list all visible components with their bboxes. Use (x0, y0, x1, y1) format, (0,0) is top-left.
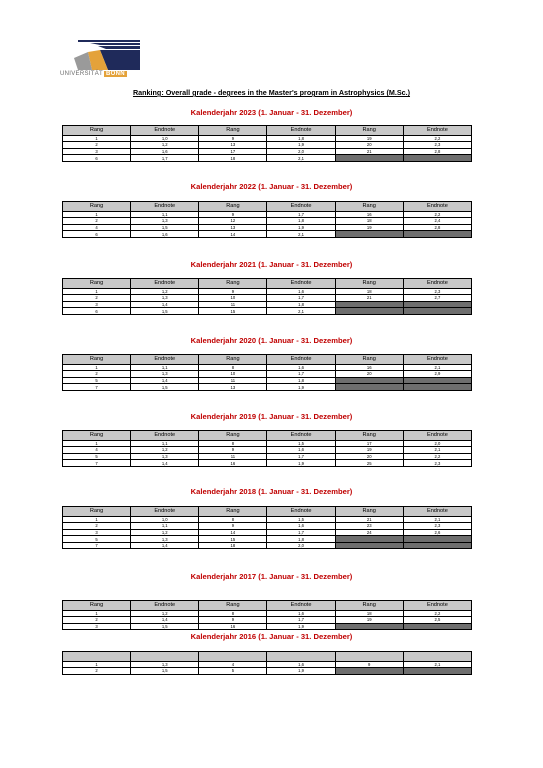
header-endnote: Endnote (267, 431, 335, 441)
endnote-cell: 1,6 (267, 364, 335, 371)
rang-cell: 8 (199, 610, 267, 617)
rang-cell: 21 (335, 516, 403, 523)
header-endnote: Endnote (131, 202, 199, 212)
header-rang: Rang (199, 355, 267, 365)
grades-table (62, 201, 472, 238)
rang-cell: 25 (335, 460, 403, 467)
table-row (63, 224, 472, 231)
rang-cell: 5 (199, 668, 267, 675)
rang-cell: 20 (335, 142, 403, 149)
header-endnote: Endnote (131, 431, 199, 441)
endnote-cell: 1,2 (131, 447, 199, 454)
table-row (63, 155, 472, 162)
endnote-cell: 1,4 (131, 542, 199, 549)
rang-cell: 7 (63, 542, 131, 549)
endnote-cell: 2,3 (403, 523, 471, 530)
table-row (63, 288, 472, 295)
table-header-row (63, 126, 472, 136)
header-rang: Rang (63, 507, 131, 517)
empty-cell (403, 377, 471, 384)
header-endnote (403, 652, 471, 662)
header-endnote: Endnote (403, 355, 471, 365)
rang-cell: 1 (63, 440, 131, 447)
rang-cell: 9 (199, 617, 267, 624)
header-endnote: Endnote (403, 202, 471, 212)
rang-cell: 15 (199, 308, 267, 315)
endnote-cell: 1,3 (131, 218, 199, 225)
endnote-cell: 1,8 (267, 377, 335, 384)
section-title: Kalenderjahr 2018 (1. Januar - 31. Dezember) (190, 487, 353, 496)
grades-table (62, 651, 472, 675)
rang-cell: 1 (63, 661, 131, 668)
logo-text-universitaet: UNIVERSITÄT (60, 71, 103, 77)
rang-cell: 20 (335, 453, 403, 460)
rang-cell: 11 (199, 453, 267, 460)
empty-cell (403, 384, 471, 391)
rang-cell: 1 (63, 610, 131, 617)
rang-cell: 6 (63, 155, 131, 162)
table-row (63, 529, 472, 536)
header-endnote: Endnote (267, 507, 335, 517)
section-title: Kalenderjahr 2023 (1. Januar - 31. Dezember) (190, 108, 353, 117)
header-endnote: Endnote (403, 279, 471, 289)
endnote-cell: 2,3 (403, 460, 471, 467)
endnote-cell: 2,1 (403, 447, 471, 454)
rang-cell: 9 (199, 523, 267, 530)
rang-cell: 1 (63, 516, 131, 523)
endnote-cell: 1,9 (267, 668, 335, 675)
endnote-cell: 1,5 (267, 440, 335, 447)
empty-cell (335, 231, 403, 238)
table-header-row (63, 601, 472, 611)
grades-table (62, 125, 472, 162)
header-rang: Rang (63, 279, 131, 289)
table-row (63, 301, 472, 308)
section-title: Kalenderjahr 2022 (1. Januar - 31. Dezember) (190, 182, 353, 191)
endnote-cell: 2,1 (267, 308, 335, 315)
rang-cell: 3 (63, 623, 131, 630)
endnote-cell: 2,4 (403, 218, 471, 225)
header-rang: Rang (335, 202, 403, 212)
section-title: Kalenderjahr 2017 (1. Januar - 31. Dezember) (190, 572, 353, 581)
table-row (63, 377, 472, 384)
rang-cell: 14 (199, 231, 267, 238)
empty-cell (403, 308, 471, 315)
table-row (63, 536, 472, 543)
table-row (63, 542, 472, 549)
header-endnote: Endnote (267, 202, 335, 212)
grades-table (62, 430, 472, 467)
header-rang: Rang (335, 431, 403, 441)
endnote-cell: 2,2 (403, 211, 471, 218)
rang-cell: 6 (63, 231, 131, 238)
rang-cell: 13 (199, 384, 267, 391)
rang-cell: 18 (199, 542, 267, 549)
rang-cell: 20 (335, 371, 403, 378)
header-endnote (267, 652, 335, 662)
rang-cell: 8 (199, 440, 267, 447)
header-rang: Rang (63, 431, 131, 441)
endnote-cell: 2,9 (403, 371, 471, 378)
endnote-cell: 1,7 (267, 453, 335, 460)
endnote-cell: 1,1 (131, 440, 199, 447)
endnote-cell: 2,1 (403, 516, 471, 523)
header-rang: Rang (199, 431, 267, 441)
endnote-cell: 1,6 (131, 231, 199, 238)
empty-cell (403, 155, 471, 162)
table-row (63, 211, 472, 218)
endnote-cell: 1,6 (267, 288, 335, 295)
table-row (63, 516, 472, 523)
rang-cell: 7 (63, 460, 131, 467)
rang-cell: 15 (199, 536, 267, 543)
endnote-cell: 1,8 (267, 301, 335, 308)
rang-cell: 17 (199, 148, 267, 155)
table-header-row (63, 431, 472, 441)
table-row (63, 308, 472, 315)
endnote-cell: 2,0 (267, 542, 335, 549)
endnote-cell: 1,8 (267, 135, 335, 142)
rang-cell: 24 (335, 529, 403, 536)
rang-cell: 16 (335, 211, 403, 218)
rang-cell: 3 (63, 529, 131, 536)
endnote-cell: 2,5 (403, 617, 471, 624)
rang-cell: 19 (335, 447, 403, 454)
endnote-cell: 1,5 (131, 384, 199, 391)
header-endnote: Endnote (131, 126, 199, 136)
rang-cell: 11 (199, 377, 267, 384)
rang-cell: 23 (335, 523, 403, 530)
endnote-cell: 2,8 (403, 224, 471, 231)
empty-cell (403, 231, 471, 238)
endnote-cell: 1,2 (131, 142, 199, 149)
rang-cell: 4 (199, 661, 267, 668)
table-row (63, 231, 472, 238)
rang-cell: 11 (199, 301, 267, 308)
header-rang (63, 652, 131, 662)
endnote-cell: 1,1 (131, 364, 199, 371)
rang-cell: 16 (199, 460, 267, 467)
rang-cell: 8 (199, 516, 267, 523)
rang-cell: 1 (63, 211, 131, 218)
header-rang: Rang (335, 355, 403, 365)
empty-cell (403, 542, 471, 549)
rang-cell: 19 (335, 224, 403, 231)
header-rang (335, 652, 403, 662)
endnote-cell: 1,9 (267, 224, 335, 231)
endnote-cell: 1,6 (267, 610, 335, 617)
table-row (63, 142, 472, 149)
rang-cell: 17 (335, 440, 403, 447)
table-row (63, 668, 472, 675)
rang-cell: 5 (63, 453, 131, 460)
rang-cell: 2 (63, 295, 131, 302)
endnote-cell: 1,6 (131, 148, 199, 155)
table-header-row (63, 202, 472, 212)
rang-cell: 16 (335, 364, 403, 371)
header-rang: Rang (199, 126, 267, 136)
rang-cell: 21 (335, 148, 403, 155)
header-endnote: Endnote (131, 355, 199, 365)
rang-cell: 3 (63, 301, 131, 308)
logo-text-bonn: BONN (105, 71, 125, 77)
header-rang: Rang (335, 601, 403, 611)
table-row (63, 135, 472, 142)
endnote-cell: 1,4 (131, 301, 199, 308)
table-header-row (63, 507, 472, 517)
rang-cell: 6 (63, 308, 131, 315)
header-rang: Rang (335, 507, 403, 517)
header-endnote: Endnote (403, 126, 471, 136)
endnote-cell: 1,6 (267, 447, 335, 454)
endnote-cell: 1,4 (131, 460, 199, 467)
rang-cell: 14 (199, 529, 267, 536)
table-row (63, 148, 472, 155)
endnote-cell: 1,1 (131, 523, 199, 530)
endnote-cell: 1,3 (131, 661, 199, 668)
endnote-cell: 1,7 (267, 617, 335, 624)
rang-cell: 19 (335, 135, 403, 142)
empty-cell (335, 536, 403, 543)
endnote-cell: 1,5 (131, 668, 199, 675)
endnote-cell: 1,6 (267, 661, 335, 668)
table-row (63, 617, 472, 624)
endnote-cell: 2,2 (403, 135, 471, 142)
header-rang: Rang (63, 601, 131, 611)
rang-cell: 18 (199, 155, 267, 162)
header-endnote: Endnote (403, 507, 471, 517)
header-endnote: Endnote (267, 601, 335, 611)
endnote-cell: 1,9 (267, 460, 335, 467)
rang-cell: 1 (63, 288, 131, 295)
empty-cell (403, 536, 471, 543)
endnote-cell: 1,7 (267, 529, 335, 536)
grades-table (62, 278, 472, 315)
table-row (63, 384, 472, 391)
empty-cell (335, 668, 403, 675)
table-row (63, 661, 472, 668)
empty-cell (335, 155, 403, 162)
endnote-cell: 1,2 (131, 610, 199, 617)
empty-cell (335, 308, 403, 315)
endnote-cell: 1,3 (131, 453, 199, 460)
rang-cell: 5 (63, 377, 131, 384)
rang-cell: 3 (63, 148, 131, 155)
endnote-cell: 1,0 (131, 516, 199, 523)
table-header-row (63, 652, 472, 662)
rang-cell: 4 (63, 447, 131, 454)
header-rang: Rang (335, 126, 403, 136)
header-endnote: Endnote (267, 279, 335, 289)
table-row (63, 440, 472, 447)
endnote-cell: 1,4 (131, 377, 199, 384)
header-endnote (131, 652, 199, 662)
rang-cell: 18 (335, 218, 403, 225)
section-title: Kalenderjahr 2019 (1. Januar - 31. Dezember) (190, 412, 353, 421)
section-title: Kalenderjahr 2020 (1. Januar - 31. Dezember) (190, 336, 353, 345)
table-header-row (63, 355, 472, 365)
endnote-cell: 1,7 (267, 371, 335, 378)
university-logo (60, 40, 150, 80)
endnote-cell: 2,1 (403, 364, 471, 371)
rang-cell: 2 (63, 668, 131, 675)
header-endnote: Endnote (131, 507, 199, 517)
endnote-cell: 1,5 (131, 224, 199, 231)
endnote-cell: 2,2 (403, 453, 471, 460)
table-header-row (63, 279, 472, 289)
rang-cell: 2 (63, 523, 131, 530)
rang-cell: 2 (63, 617, 131, 624)
endnote-cell: 1,8 (267, 536, 335, 543)
table-row (63, 364, 472, 371)
rang-cell: 19 (335, 617, 403, 624)
rang-cell: 13 (199, 224, 267, 231)
table-row (63, 447, 472, 454)
header-rang: Rang (199, 202, 267, 212)
rang-cell: 9 (199, 288, 267, 295)
endnote-cell: 1,5 (131, 623, 199, 630)
table-row (63, 295, 472, 302)
table-row (63, 371, 472, 378)
rang-cell: 9 (199, 211, 267, 218)
header-endnote: Endnote (131, 279, 199, 289)
rang-cell: 16 (199, 623, 267, 630)
table-row (63, 623, 472, 630)
rang-cell: 9 (199, 447, 267, 454)
rang-cell: 7 (63, 384, 131, 391)
endnote-cell: 2,1 (267, 155, 335, 162)
rang-cell: 5 (63, 536, 131, 543)
endnote-cell: 1,5 (267, 516, 335, 523)
endnote-cell: 1,7 (267, 295, 335, 302)
endnote-cell: 2,3 (403, 288, 471, 295)
endnote-cell: 2,8 (403, 148, 471, 155)
section-title: Kalenderjahr 2021 (1. Januar - 31. Dezember) (190, 260, 353, 269)
header-rang: Rang (63, 355, 131, 365)
endnote-cell: 2,6 (403, 529, 471, 536)
rang-cell: 1 (63, 364, 131, 371)
page-title: Ranking: Overall grade - degrees in the Master's program in Astrophysics (M.Sc.) (132, 88, 411, 97)
grades-table (62, 600, 472, 630)
endnote-cell: 1,5 (131, 308, 199, 315)
empty-cell (335, 301, 403, 308)
table-row (63, 218, 472, 225)
header-rang: Rang (63, 126, 131, 136)
rang-cell: 1 (63, 135, 131, 142)
empty-cell (335, 542, 403, 549)
endnote-cell: 1,2 (131, 529, 199, 536)
rang-cell: 4 (63, 224, 131, 231)
endnote-cell: 1,9 (267, 623, 335, 630)
empty-cell (335, 623, 403, 630)
grades-table (62, 506, 472, 549)
endnote-cell: 2,0 (403, 440, 471, 447)
rang-cell: 2 (63, 218, 131, 225)
rang-cell: 18 (335, 288, 403, 295)
rang-cell: 18 (335, 610, 403, 617)
endnote-cell: 2,1 (403, 661, 471, 668)
header-rang: Rang (199, 279, 267, 289)
header-endnote: Endnote (131, 601, 199, 611)
empty-cell (403, 668, 471, 675)
rang-cell: 10 (199, 295, 267, 302)
endnote-cell: 2,1 (267, 231, 335, 238)
header-endnote: Endnote (403, 431, 471, 441)
rang-cell: 9 (335, 661, 403, 668)
table-row (63, 453, 472, 460)
endnote-cell: 1,1 (131, 211, 199, 218)
header-rang: Rang (335, 279, 403, 289)
rang-cell: 13 (199, 142, 267, 149)
table-row (63, 610, 472, 617)
rang-cell: 10 (199, 371, 267, 378)
endnote-cell: 2,3 (403, 142, 471, 149)
header-endnote: Endnote (267, 355, 335, 365)
empty-cell (335, 377, 403, 384)
grades-table (62, 354, 472, 391)
rang-cell: 8 (199, 364, 267, 371)
rang-cell: 2 (63, 142, 131, 149)
empty-cell (403, 623, 471, 630)
logo-wordmark (60, 71, 127, 77)
endnote-cell: 2,0 (267, 148, 335, 155)
header-endnote: Endnote (403, 601, 471, 611)
section-title: Kalenderjahr 2016 (1. Januar - 31. Dezember) (190, 632, 353, 641)
rang-cell: 2 (63, 371, 131, 378)
endnote-cell: 1,0 (131, 135, 199, 142)
table-row (63, 460, 472, 467)
endnote-cell: 1,3 (131, 295, 199, 302)
empty-cell (403, 301, 471, 308)
endnote-cell: 1,4 (131, 617, 199, 624)
rang-cell: 12 (199, 218, 267, 225)
rang-cell: 9 (199, 135, 267, 142)
header-endnote: Endnote (267, 126, 335, 136)
endnote-cell: 1,7 (131, 155, 199, 162)
rang-cell: 21 (335, 295, 403, 302)
empty-cell (335, 384, 403, 391)
endnote-cell: 1,3 (131, 371, 199, 378)
endnote-cell: 2,7 (403, 295, 471, 302)
endnote-cell: 1,6 (267, 523, 335, 530)
endnote-cell: 1,3 (131, 536, 199, 543)
endnote-cell: 1,8 (267, 218, 335, 225)
header-rang (199, 652, 267, 662)
endnote-cell: 1,2 (131, 288, 199, 295)
endnote-cell: 1,9 (267, 384, 335, 391)
logo-emblem-icon (70, 40, 140, 70)
endnote-cell: 2,2 (403, 610, 471, 617)
endnote-cell: 1,9 (267, 142, 335, 149)
header-rang: Rang (63, 202, 131, 212)
endnote-cell: 1,7 (267, 211, 335, 218)
header-rang: Rang (199, 601, 267, 611)
table-row (63, 523, 472, 530)
header-rang: Rang (199, 507, 267, 517)
